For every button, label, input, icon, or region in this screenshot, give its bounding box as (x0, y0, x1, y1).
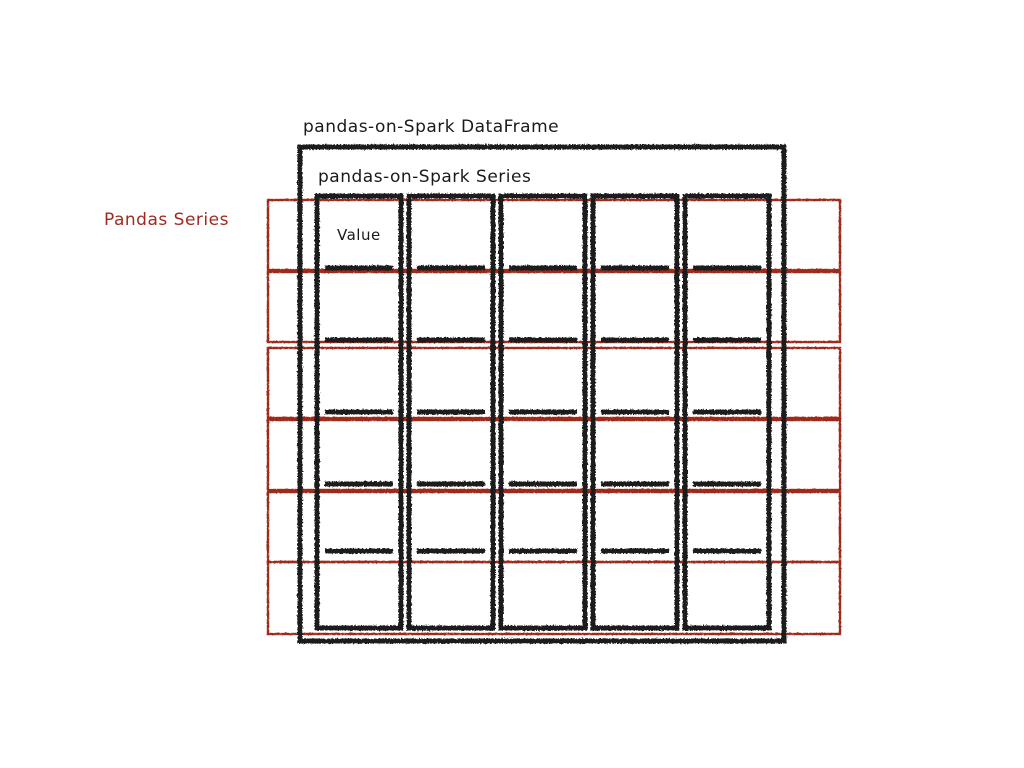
pandas-series-row-2 (268, 272, 840, 342)
pandas-series-row-4 (268, 420, 840, 490)
spark-series-label: pandas-on-Spark Series (318, 167, 532, 187)
cell-dividers (325, 268, 761, 551)
pandas-series-row-6 (268, 562, 840, 634)
dataframe-outer-box (300, 147, 784, 641)
dataframe-label: pandas-on-Spark DataFrame (303, 117, 560, 137)
value-cell-label: Value (337, 226, 381, 244)
pandas-series-label: Pandas Series (104, 210, 229, 230)
pandas-series-row-3 (268, 348, 840, 418)
pandas-series-row-boxes (268, 200, 840, 634)
